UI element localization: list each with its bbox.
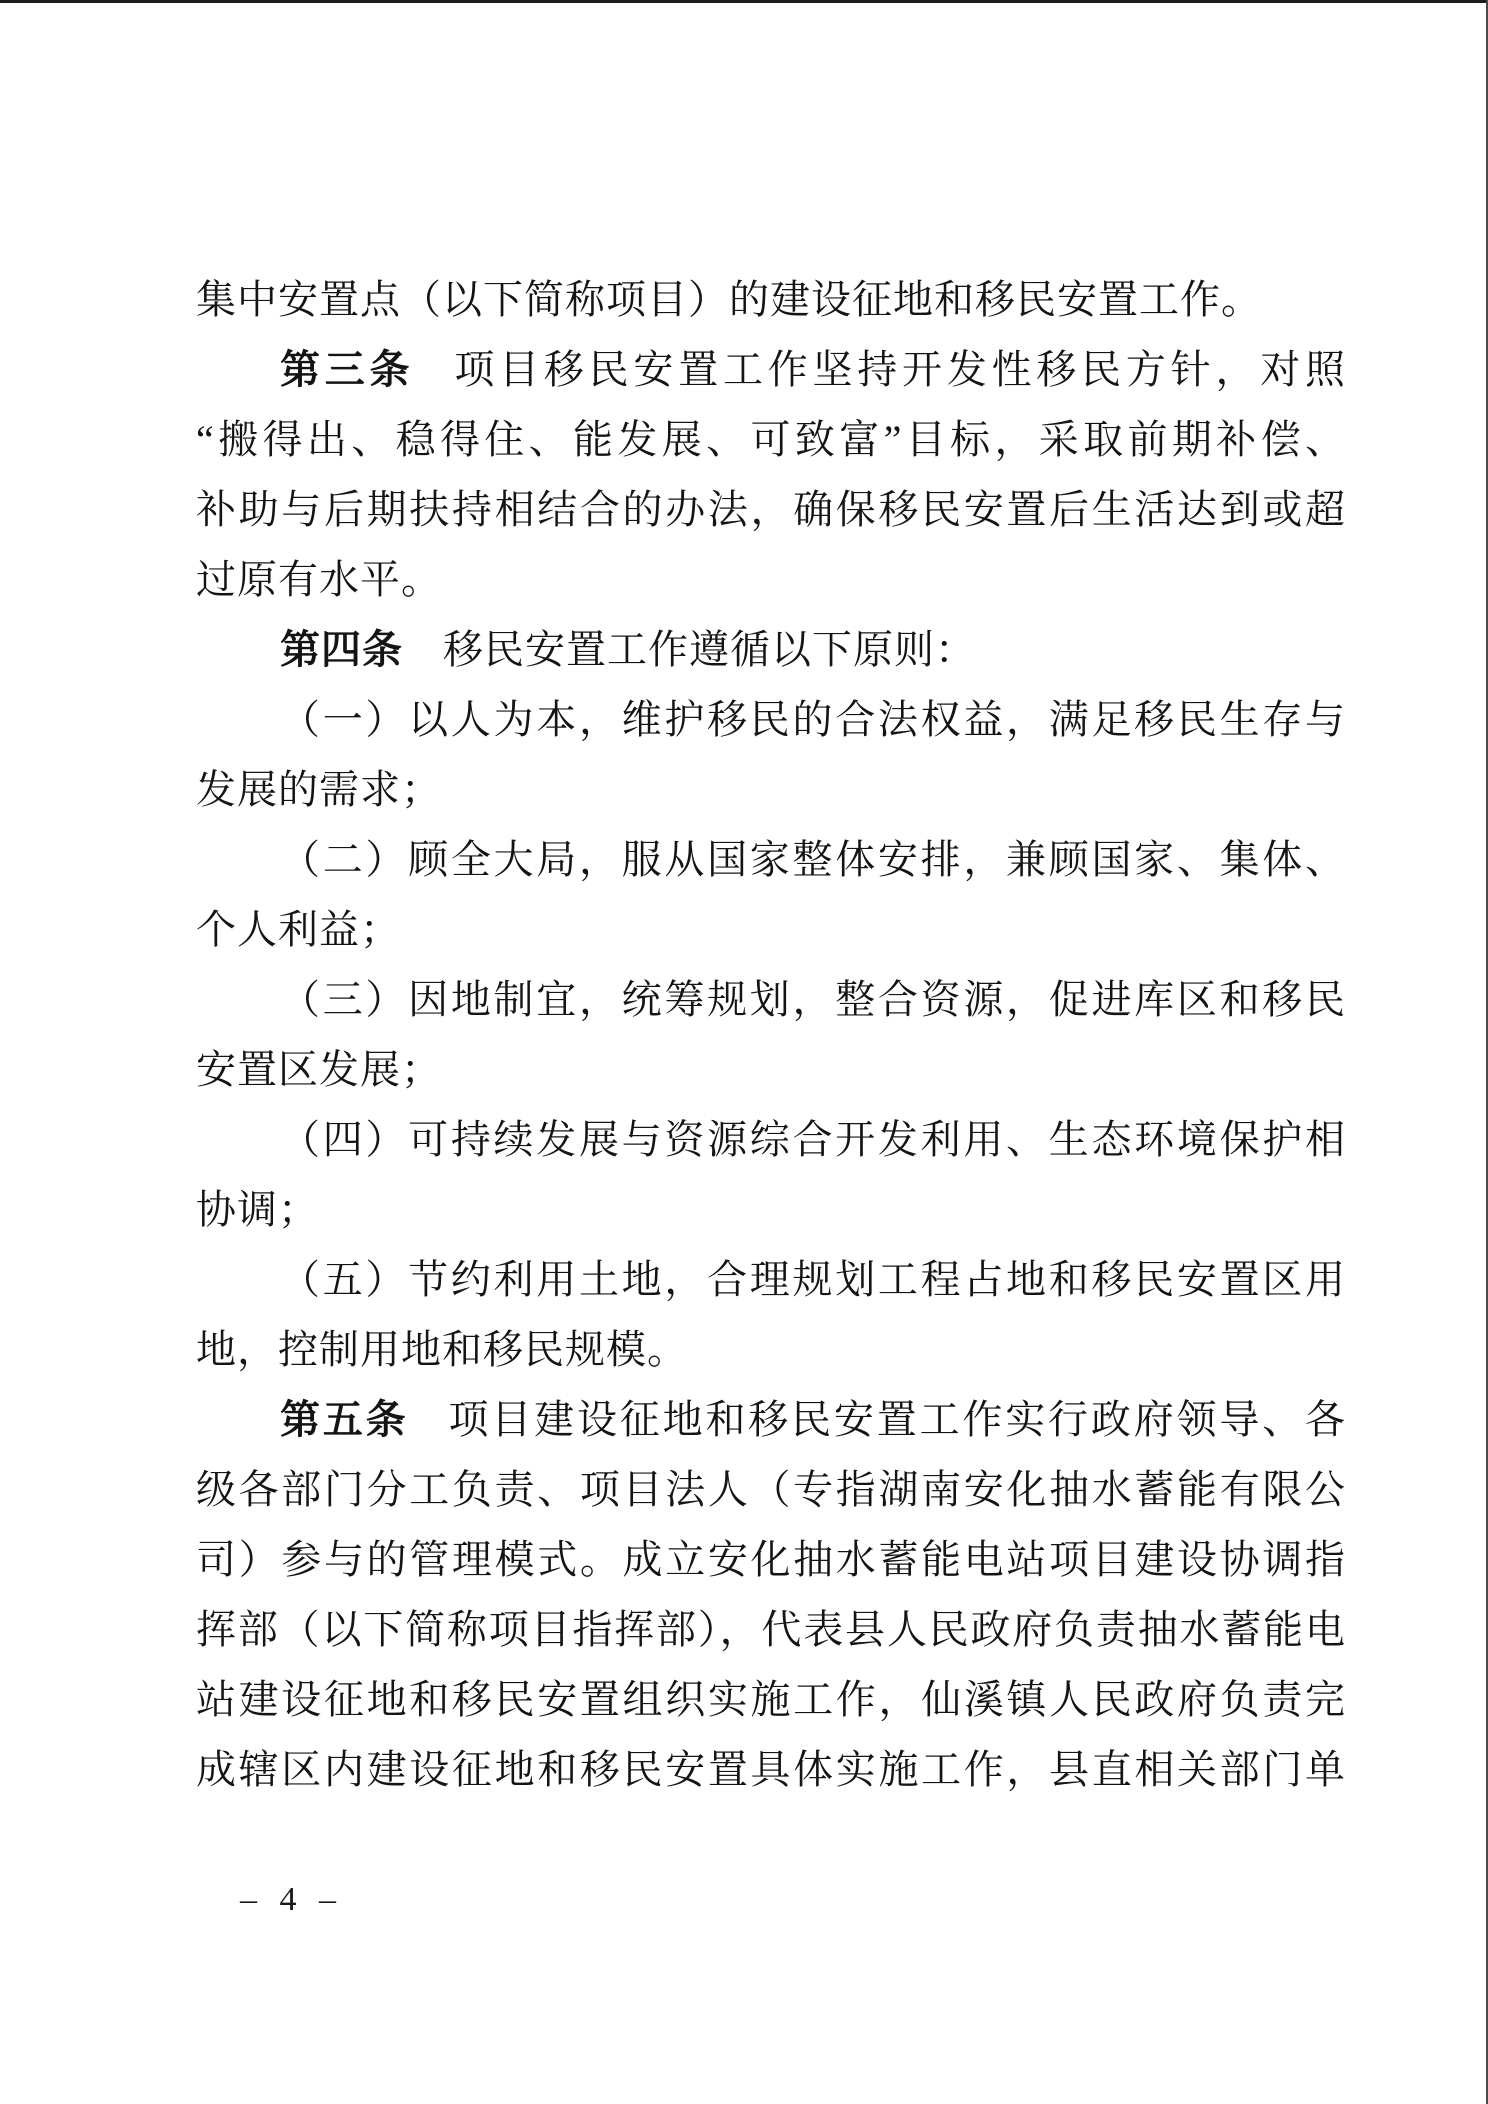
line-text: 过原有水平。 [196,557,442,602]
text-line [196,1035,1346,1105]
text-line [196,1105,1346,1175]
article-heading: 第三条 [280,347,415,392]
line-text: 协调； [196,1187,319,1232]
line-text: 地，控制用地和移民规模。 [196,1327,688,1372]
text-line [196,615,1346,685]
line-text: 移民安置工作遵循以下原则： [443,627,976,672]
line-text: （一）以人为本，维护移民的合法权益，满足移民生存与 [280,697,1346,742]
line-text: 成辖区内建设征地和移民安置具体实施工作，县直相关部门单 [196,1747,1346,1792]
line-text: 挥部（以下简称项目指挥部），代表县人民政府负责抽水蓄能电 [196,1607,1346,1652]
article-heading: 第五条 [280,1397,409,1442]
line-text: 项目建设征地和移民安置工作实行政府领导、各 [448,1397,1347,1442]
text-line [196,1735,1346,1805]
line-text: （五）节约利用土地，合理规划工程占地和移民安置区用 [280,1257,1346,1302]
text-line [196,405,1346,475]
article-heading: 第四条 [280,627,403,672]
line-text: 项目移民安置工作坚持开发性移民方针，对照 [454,347,1347,392]
text-line [196,1385,1346,1455]
text-line [196,685,1346,755]
text-line [196,1245,1346,1315]
text-line [196,265,1346,335]
page-number: – 4 – [240,1881,343,1918]
text-line [196,1315,1346,1385]
line-text: 级各部门分工负责、项目法人（专指湖南安化抽水蓄能有限公 [196,1467,1346,1512]
scan-edge-top-line [0,0,1488,3]
line-text: （二）顾全大局，服从国家整体安排，兼顾国家、集体、 [280,837,1346,882]
text-line [196,965,1346,1035]
line-text: 发展的需求； [196,767,442,812]
text-line [196,475,1346,545]
text-line [196,545,1346,615]
text-line [196,1595,1346,1665]
text-line [196,895,1346,965]
line-text: 安置区发展； [196,1047,442,1092]
line-text: “搬得出、稳得住、能发展、可致富”目标，采取前期补偿、 [196,417,1346,462]
line-text: 补助与后期扶持相结合的办法，确保移民安置后生活达到或超 [196,487,1346,532]
text-line [196,1525,1346,1595]
text-line [196,755,1346,825]
line-text: 司）参与的管理模式。成立安化抽水蓄能电站项目建设协调指 [196,1537,1346,1582]
line-text: 集中安置点（以下简称项目）的建设征地和移民安置工作。 [196,277,1262,322]
text-line [196,335,1346,405]
text-line [196,1455,1346,1525]
text-line [196,1665,1346,1735]
line-text: （四）可持续发展与资源综合开发利用、生态环境保护相 [280,1117,1346,1162]
text-block [196,265,1346,1805]
text-line [196,825,1346,895]
text-line [196,1175,1346,1245]
line-text: 个人利益； [196,907,401,952]
line-text: 站建设征地和移民安置组织实施工作，仙溪镇人民政府负责完 [196,1677,1346,1722]
line-text: （三）因地制宜，统筹规划，整合资源，促进库区和移民 [280,977,1346,1022]
